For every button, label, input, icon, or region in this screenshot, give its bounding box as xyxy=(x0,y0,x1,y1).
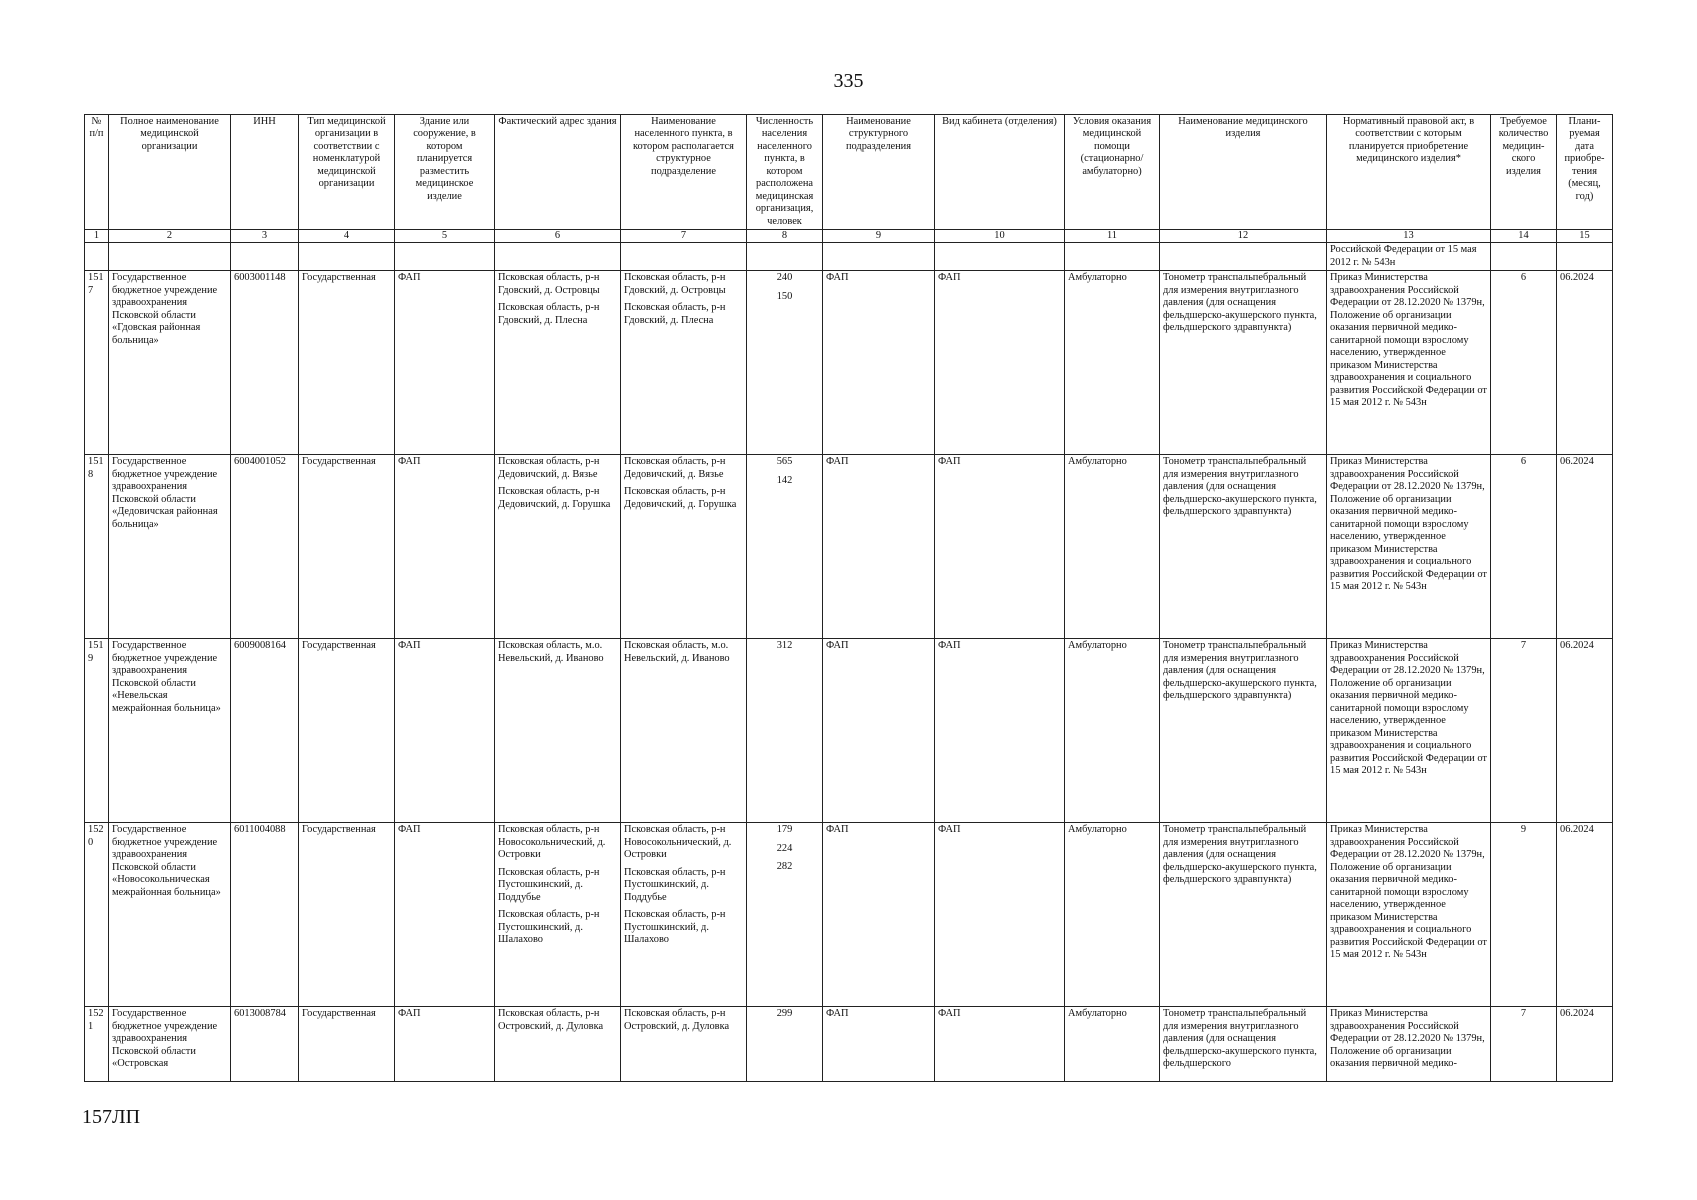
column-header: Наименование медицинского изделия xyxy=(1160,115,1327,230)
settlement xyxy=(621,639,747,823)
address-entry: Псковская область, р-н Дедовичский, д. Горушка xyxy=(498,486,611,510)
purchase-date: 06.2024 xyxy=(1557,455,1613,639)
column-number: 8 xyxy=(747,230,823,243)
address-entry: Псковская область, м.о. Невельский, д. Иваново xyxy=(498,640,604,664)
org-type: Государственная xyxy=(299,455,395,639)
continuation-row xyxy=(85,243,1613,271)
population-entry: 179 xyxy=(776,824,793,836)
column-header: Тип медицинской организации в соответствии с номенклатурой медицинской организации xyxy=(299,115,395,230)
care-conditions: Амбулаторно xyxy=(1065,639,1160,823)
column-header: ИНН xyxy=(231,115,299,230)
settlement-entry: Псковская область, м.о. Невельский, д. Иваново xyxy=(624,640,730,664)
legal-act: Приказ Министерства здравоохранения Российской Федерации от 28.12.2020 № 1379н, Положение об организации оказания первичной медико-санитарной помощи взрослому населению, утвержденное приказом Министерства здравоохранения и социального развития Российской Федерации от 15 мая 2012 г. № 543н xyxy=(1327,271,1491,455)
population-entry: 240 xyxy=(776,272,793,284)
building: ФАП xyxy=(395,823,495,1007)
row-number: 1520 xyxy=(85,823,109,1007)
table-row xyxy=(85,455,1613,639)
quantity: 7 xyxy=(1491,1007,1557,1082)
inn: 6009008164 xyxy=(231,639,299,823)
unit-name: ФАП xyxy=(823,639,935,823)
page-number: 335 xyxy=(833,70,864,92)
settlement xyxy=(621,271,747,455)
inn: 6003001148 xyxy=(231,271,299,455)
column-number-row xyxy=(85,230,1613,243)
org-name: Государственное бюджетное учреждение здравоохранения Псковской области «Новосокольническая межрайонная больница» xyxy=(109,823,231,1007)
care-conditions: Амбулаторно xyxy=(1065,455,1160,639)
settlement-entry: Псковская область, р-н Гдовский, д. Плесна xyxy=(624,302,726,326)
address-entry: Псковская область, р-н Пустошкинский, д. Шалахово xyxy=(498,909,600,946)
column-number: 15 xyxy=(1557,230,1613,243)
row-number: 1521 xyxy=(85,1007,109,1082)
population xyxy=(747,455,823,639)
row-number: 1518 xyxy=(85,455,109,639)
population-entry: 150 xyxy=(776,290,793,302)
population xyxy=(747,271,823,455)
address-entry: Псковская область, р-н Гдовский, д. Плесна xyxy=(498,302,600,326)
column-header: Фактический адрес здания xyxy=(495,115,621,230)
address-entry: Псковская область, р-н Пустошкинский, д. Поддубье xyxy=(498,866,600,903)
cabinet-type: ФАП xyxy=(935,639,1065,823)
column-number: 5 xyxy=(395,230,495,243)
device-name: Тонометр транспальпебральный для измерения внутриглазного давления (для оснащения фельдшерско-акушерского пункта, фельдшерского xyxy=(1160,1007,1327,1082)
org-type: Государственная xyxy=(299,1007,395,1082)
purchase-date: 06.2024 xyxy=(1557,639,1613,823)
equipment-table xyxy=(84,114,1613,1082)
footer-code: 157ЛП xyxy=(82,1106,141,1128)
org-type: Государственная xyxy=(299,823,395,1007)
org-name: Государственное бюджетное учреждение здравоохранения Псковской области «Гдовская районная больница» xyxy=(109,271,231,455)
settlement-entry: Псковская область, р-н Пустошкинский, д. Шалахово xyxy=(624,909,726,946)
settlement-entry: Псковская область, р-н Дедовичский, д. Вязье xyxy=(624,456,726,480)
address xyxy=(495,455,621,639)
purchase-date: 06.2024 xyxy=(1557,823,1613,1007)
legal-act: Приказ Министерства здравоохранения Российской Федерации от 28.12.2020 № 1379н, Положение об организации оказания первичной медико-санитарной помощи взрослому населению, утвержденное приказом Министерства здравоохранения и социального развития Российской Федерации от 15 мая 2012 г. № 543н xyxy=(1327,823,1491,1007)
table-row xyxy=(85,271,1613,455)
purchase-date: 06.2024 xyxy=(1557,271,1613,455)
quantity: 9 xyxy=(1491,823,1557,1007)
unit-name: ФАП xyxy=(823,271,935,455)
building: ФАП xyxy=(395,639,495,823)
column-header: Наименование структурного подразделения xyxy=(823,115,935,230)
cabinet-type: ФАП xyxy=(935,823,1065,1007)
address-entry: Псковская область, р-н Островский, д. Дуловка xyxy=(498,1008,604,1032)
device-name: Тонометр транспальпебральный для измерения внутриглазного давления (для оснащения фельдшерско-акушерского пункта, фельдшерского здравпункта) xyxy=(1160,823,1327,1007)
address xyxy=(495,271,621,455)
table-row xyxy=(85,639,1613,823)
population xyxy=(747,823,823,1007)
address xyxy=(495,1007,621,1082)
population-entry: 142 xyxy=(776,474,793,486)
column-header: Численность населения населенного пункта, в котором расположена медицинская организация, человек xyxy=(747,115,823,230)
continuation-text: Российской Федерации от 15 мая 2012 г. № 543н xyxy=(1327,243,1491,271)
column-number: 14 xyxy=(1491,230,1557,243)
device-name: Тонометр транспальпебральный для измерения внутриглазного давления (для оснащения фельдшерско-акушерского пункта, фельдшерского здравпункта) xyxy=(1160,455,1327,639)
population-entry: 224 xyxy=(776,842,793,854)
device-name: Тонометр транспальпебральный для измерения внутриглазного давления (для оснащения фельдшерско-акушерского пункта, фельдшерского здравпункта) xyxy=(1160,639,1327,823)
column-header: Плани-руемая дата приобре-тения (месяц, год) xyxy=(1557,115,1613,230)
org-name: Государственное бюджетное учреждение здравоохранения Псковской области «Островская xyxy=(109,1007,231,1082)
org-type: Государственная xyxy=(299,639,395,823)
org-name: Государственное бюджетное учреждение здравоохранения Псковской области «Невельская межрайонная больница» xyxy=(109,639,231,823)
column-number: 6 xyxy=(495,230,621,243)
column-number: 13 xyxy=(1327,230,1491,243)
building: ФАП xyxy=(395,271,495,455)
column-number: 10 xyxy=(935,230,1065,243)
settlement xyxy=(621,823,747,1007)
column-header: Требуемое количество медицин-ского изделия xyxy=(1491,115,1557,230)
legal-act: Приказ Министерства здравоохранения Российской Федерации от 28.12.2020 № 1379н, Положение об организации оказания первичной медико- xyxy=(1327,1007,1491,1082)
header-row xyxy=(85,115,1613,230)
inn: 6011004088 xyxy=(231,823,299,1007)
column-number: 11 xyxy=(1065,230,1160,243)
population-entry: 282 xyxy=(776,861,793,873)
column-number: 7 xyxy=(621,230,747,243)
care-conditions: Амбулаторно xyxy=(1065,823,1160,1007)
purchase-date: 06.2024 xyxy=(1557,1007,1613,1082)
org-type: Государственная xyxy=(299,271,395,455)
row-number: 1517 xyxy=(85,271,109,455)
settlement xyxy=(621,1007,747,1082)
settlement-entry: Псковская область, р-н Дедовичский, д. Горушка xyxy=(624,486,737,510)
settlement-entry: Псковская область, р-н Новосокольнический, д. Островки xyxy=(624,824,732,861)
column-header: Вид кабинета (отделения) xyxy=(935,115,1065,230)
population-entry: 312 xyxy=(776,640,793,652)
unit-name: ФАП xyxy=(823,455,935,639)
inn: 6013008784 xyxy=(231,1007,299,1082)
table-row xyxy=(85,1007,1613,1082)
column-header: Здание или сооружение, в котором планируется разместить медицинское изделие xyxy=(395,115,495,230)
org-name: Государственное бюджетное учреждение здравоохранения Псковской области «Дедовичская районная больница» xyxy=(109,455,231,639)
legal-act: Приказ Министерства здравоохранения Российской Федерации от 28.12.2020 № 1379н, Положение об организации оказания первичной медико-санитарной помощи взрослому населению, утвержденное приказом Министерства здравоохранения и социального развития Российской Федерации от 15 мая 2012 г. № 543н xyxy=(1327,455,1491,639)
settlement-entry: Псковская область, р-н Пустошкинский, д. Поддубье xyxy=(624,866,726,903)
quantity: 7 xyxy=(1491,639,1557,823)
population-entry: 565 xyxy=(776,456,793,468)
column-number: 9 xyxy=(823,230,935,243)
address-entry: Псковская область, р-н Гдовский, д. Островцы xyxy=(498,272,600,296)
settlement-entry: Псковская область, р-н Островский, д. Дуловка xyxy=(624,1008,730,1032)
address xyxy=(495,823,621,1007)
unit-name: ФАП xyxy=(823,823,935,1007)
column-header: Полное наименование медицинской организации xyxy=(109,115,231,230)
population xyxy=(747,639,823,823)
column-number: 12 xyxy=(1160,230,1327,243)
row-number: 1519 xyxy=(85,639,109,823)
legal-act: Приказ Министерства здравоохранения Российской Федерации от 28.12.2020 № 1379н, Положение об организации оказания первичной медико-санитарной помощи взрослому населению, утвержденное приказом Министерства здравоохранения и социального развития Российской Федерации от 15 мая 2012 г. № 543н xyxy=(1327,639,1491,823)
address-entry: Псковская область, р-н Дедовичский, д. Вязье xyxy=(498,456,600,480)
population-entry: 299 xyxy=(776,1008,793,1020)
column-header: № п/п xyxy=(85,115,109,230)
unit-name: ФАП xyxy=(823,1007,935,1082)
address xyxy=(495,639,621,823)
settlement-entry: Псковская область, р-н Гдовский, д. Островцы xyxy=(624,272,726,296)
quantity: 6 xyxy=(1491,271,1557,455)
column-header: Условия оказания медицинской помощи (стационарно/ амбулаторно) xyxy=(1065,115,1160,230)
cabinet-type: ФАП xyxy=(935,271,1065,455)
device-name: Тонометр транспальпебральный для измерения внутриглазного давления (для оснащения фельдшерско-акушерского пункта, фельдшерского здравпункта) xyxy=(1160,271,1327,455)
care-conditions: Амбулаторно xyxy=(1065,1007,1160,1082)
building: ФАП xyxy=(395,1007,495,1082)
inn: 6004001052 xyxy=(231,455,299,639)
column-header: Наименование населенного пункта, в котором располагается структурное подразделение xyxy=(621,115,747,230)
column-number: 3 xyxy=(231,230,299,243)
care-conditions: Амбулаторно xyxy=(1065,271,1160,455)
building: ФАП xyxy=(395,455,495,639)
column-number: 4 xyxy=(299,230,395,243)
quantity: 6 xyxy=(1491,455,1557,639)
column-number: 2 xyxy=(109,230,231,243)
cabinet-type: ФАП xyxy=(935,455,1065,639)
cabinet-type: ФАП xyxy=(935,1007,1065,1082)
population xyxy=(747,1007,823,1082)
column-number: 1 xyxy=(85,230,109,243)
table-row xyxy=(85,823,1613,1007)
address-entry: Псковская область, р-н Новосокольнический, д. Островки xyxy=(498,824,606,861)
settlement xyxy=(621,455,747,639)
column-header: Нормативный правовой акт, в соответствии с которым планируется приобретение медицинского изделия* xyxy=(1327,115,1491,230)
